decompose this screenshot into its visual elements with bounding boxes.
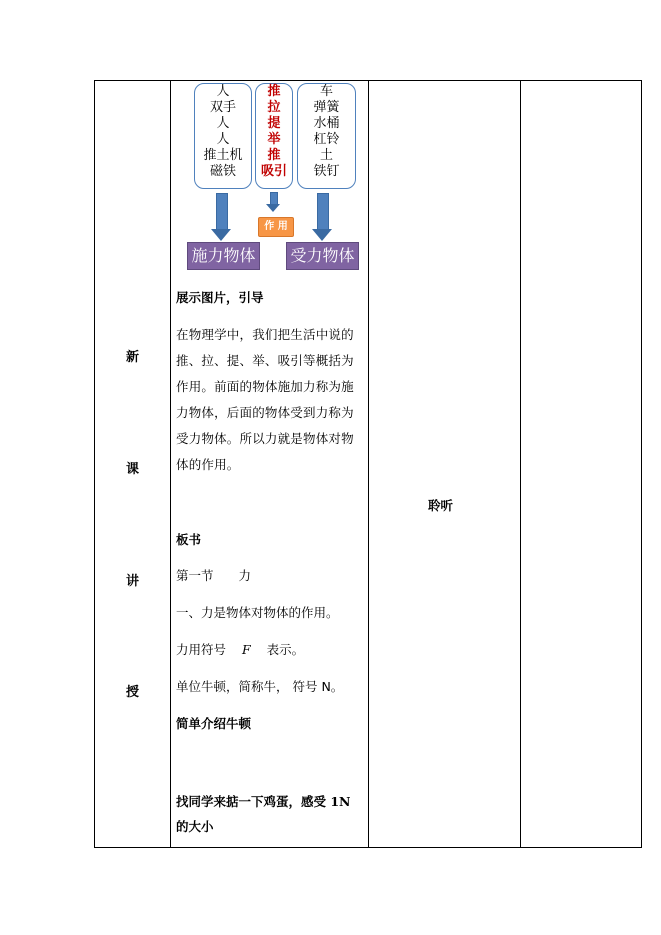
side-heading-char-2: 课 — [126, 462, 140, 477]
right-down-arrow-shaft — [317, 193, 329, 230]
receiver-item: 杠铃 — [313, 132, 340, 147]
action-label-badge: 作 用 — [258, 217, 294, 237]
section-title: 第一节 力 — [176, 568, 252, 583]
newton-intro: 简单介绍牛顿 — [176, 716, 252, 731]
symbol-prefix: 力用符号 — [176, 642, 227, 657]
action-item: 举 — [267, 132, 281, 147]
table-col-border-2 — [170, 80, 171, 848]
force-symbol: F — [242, 642, 251, 657]
board-title: 板书 — [176, 532, 202, 547]
side-heading-char-4: 授 — [126, 685, 140, 700]
symbol-line — [176, 640, 304, 658]
student-activity: 聆听 — [428, 498, 454, 513]
actor-item: 人 — [216, 116, 230, 131]
explanation-paragraph: 在物理学中，我们把生活中说的推、拉、提、举、吸引等概括为作用。前面的物体施加力称为施力物体，后面的物体受到力称为受力物体。所以力就是物体对物体的作用。 — [176, 327, 354, 472]
action-item: 吸引 — [260, 164, 287, 179]
table-col-border-1 — [94, 80, 95, 848]
table-col-border-4 — [520, 80, 521, 848]
force-exerter-label: 施力物体 — [187, 242, 260, 270]
receiver-item: 弹簧 — [313, 100, 340, 115]
action-item: 推 — [267, 84, 281, 99]
actor-list-box — [194, 83, 252, 189]
force-receiver-label: 受力物体 — [286, 242, 359, 270]
actor-item: 人 — [216, 132, 230, 147]
receiver-item: 水桶 — [313, 116, 340, 131]
receiver-item: 车 — [319, 84, 333, 99]
receiver-list-box — [297, 83, 356, 189]
action-list-box — [255, 83, 293, 189]
left-down-arrow-shaft — [216, 193, 228, 230]
unit-line: 单位牛顿，简称牛， 符号 N。 — [176, 679, 344, 694]
actor-item: 人 — [216, 84, 230, 99]
left-down-arrow-icon — [211, 229, 231, 241]
actor-item: 磁铁 — [209, 164, 236, 179]
symbol-suffix: 表示。 — [266, 642, 305, 657]
side-heading-char-1: 新 — [126, 350, 140, 365]
table-col-border-5 — [641, 80, 642, 848]
table-col-border-3 — [368, 80, 369, 848]
right-down-arrow-icon — [312, 229, 332, 241]
action-item: 提 — [267, 116, 281, 131]
egg-activity: 找同学来掂一下鸡蛋，感受 1N 的大小 — [176, 794, 351, 834]
side-heading-char-3: 讲 — [126, 574, 140, 589]
action-item: 拉 — [267, 100, 281, 115]
actor-item: 推土机 — [203, 148, 243, 163]
middle-down-arrow-icon — [266, 204, 280, 212]
action-item: 推 — [267, 148, 281, 163]
receiver-item: 铁钉 — [313, 164, 340, 179]
show-images-heading: 展示图片，引导 — [176, 290, 264, 305]
receiver-item: 土 — [319, 148, 333, 163]
point-one: 一、力是物体对物体的作用。 — [176, 605, 339, 620]
actor-item: 双手 — [209, 100, 236, 115]
